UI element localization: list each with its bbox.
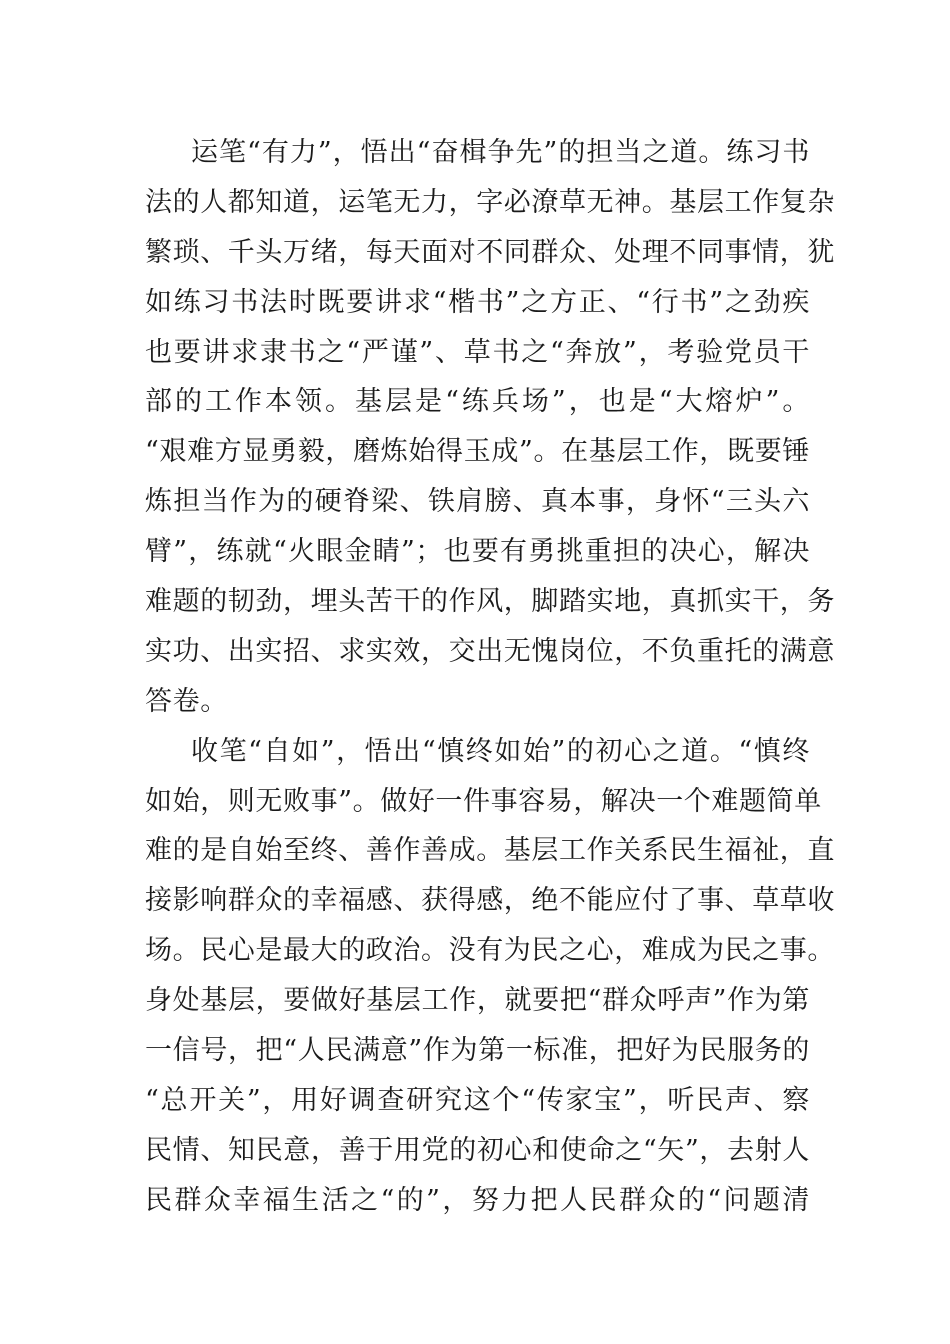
- text-line: 民情、知民意，善于用党的初心和使命之“矢”，去射人: [145, 1134, 810, 1166]
- text-line: 一信号，把“人民满意”作为第一标准，把好为民服务的: [145, 1035, 810, 1067]
- text-line: 繁琐、千头万绪，每天面对不同群众、处理不同事情，犹: [145, 236, 835, 268]
- text-line: 也要讲求隶书之“严谨”、草书之“奔放”，考验党员干: [145, 336, 810, 368]
- text-line: “总开关”，用好调查研究这个“传家宝”，听民声、察: [145, 1084, 810, 1116]
- text-line: 身处基层，要做好基层工作，就要把“群众呼声”作为第: [145, 985, 810, 1017]
- text-line: 法的人都知道，运笔无力，字必潦草无神。基层工作复杂: [145, 186, 835, 218]
- text-line: 难题的韧劲，埋头苦干的作风，脚踏实地，真抓实干，务: [145, 586, 835, 618]
- text-line: 如练习书法时既要讲求“楷书”之方正、“行书”之劲疾: [145, 286, 810, 318]
- text-line: 收笔“自如”，悟出“慎终如始”的初心之道。“慎终: [191, 735, 810, 767]
- text-line: 场。民心是最大的政治。没有为民之心，难成为民之事。: [145, 935, 835, 967]
- text-line: 如始，则无败事”。做好一件事容易，解决一个难题简单: [145, 785, 822, 817]
- body-text: [145, 128, 835, 1226]
- text-line: 接影响群众的幸福感、获得感，绝不能应付了事、草草收: [145, 885, 835, 917]
- text-line: 民群众幸福生活之“的”，努力把人民群众的“问题清: [145, 1184, 810, 1216]
- text-line: 部的工作本领。基层是“练兵场”，也是“大熔炉”。: [145, 386, 810, 418]
- text-line: 难的是自始至终、善作善成。基层工作关系民生福祉，直: [145, 835, 835, 867]
- text-line: 运笔“有力”，悟出“奋楫争先”的担当之道。练习书: [191, 137, 810, 168]
- text-line: 臂”，练就“火眼金睛”；也要有勇挑重担的决心，解决: [145, 536, 810, 568]
- text-line: 答卷。: [145, 685, 228, 717]
- text-line: 实功、出实招、求实效，交出无愧岗位，不负重托的满意: [145, 635, 835, 667]
- text-line: “艰难方显勇毅，磨炼始得玉成”。在基层工作，既要锤: [145, 436, 810, 468]
- text-line: 炼担当作为的硬脊梁、铁肩膀、真本事，身怀“三头六: [145, 486, 810, 518]
